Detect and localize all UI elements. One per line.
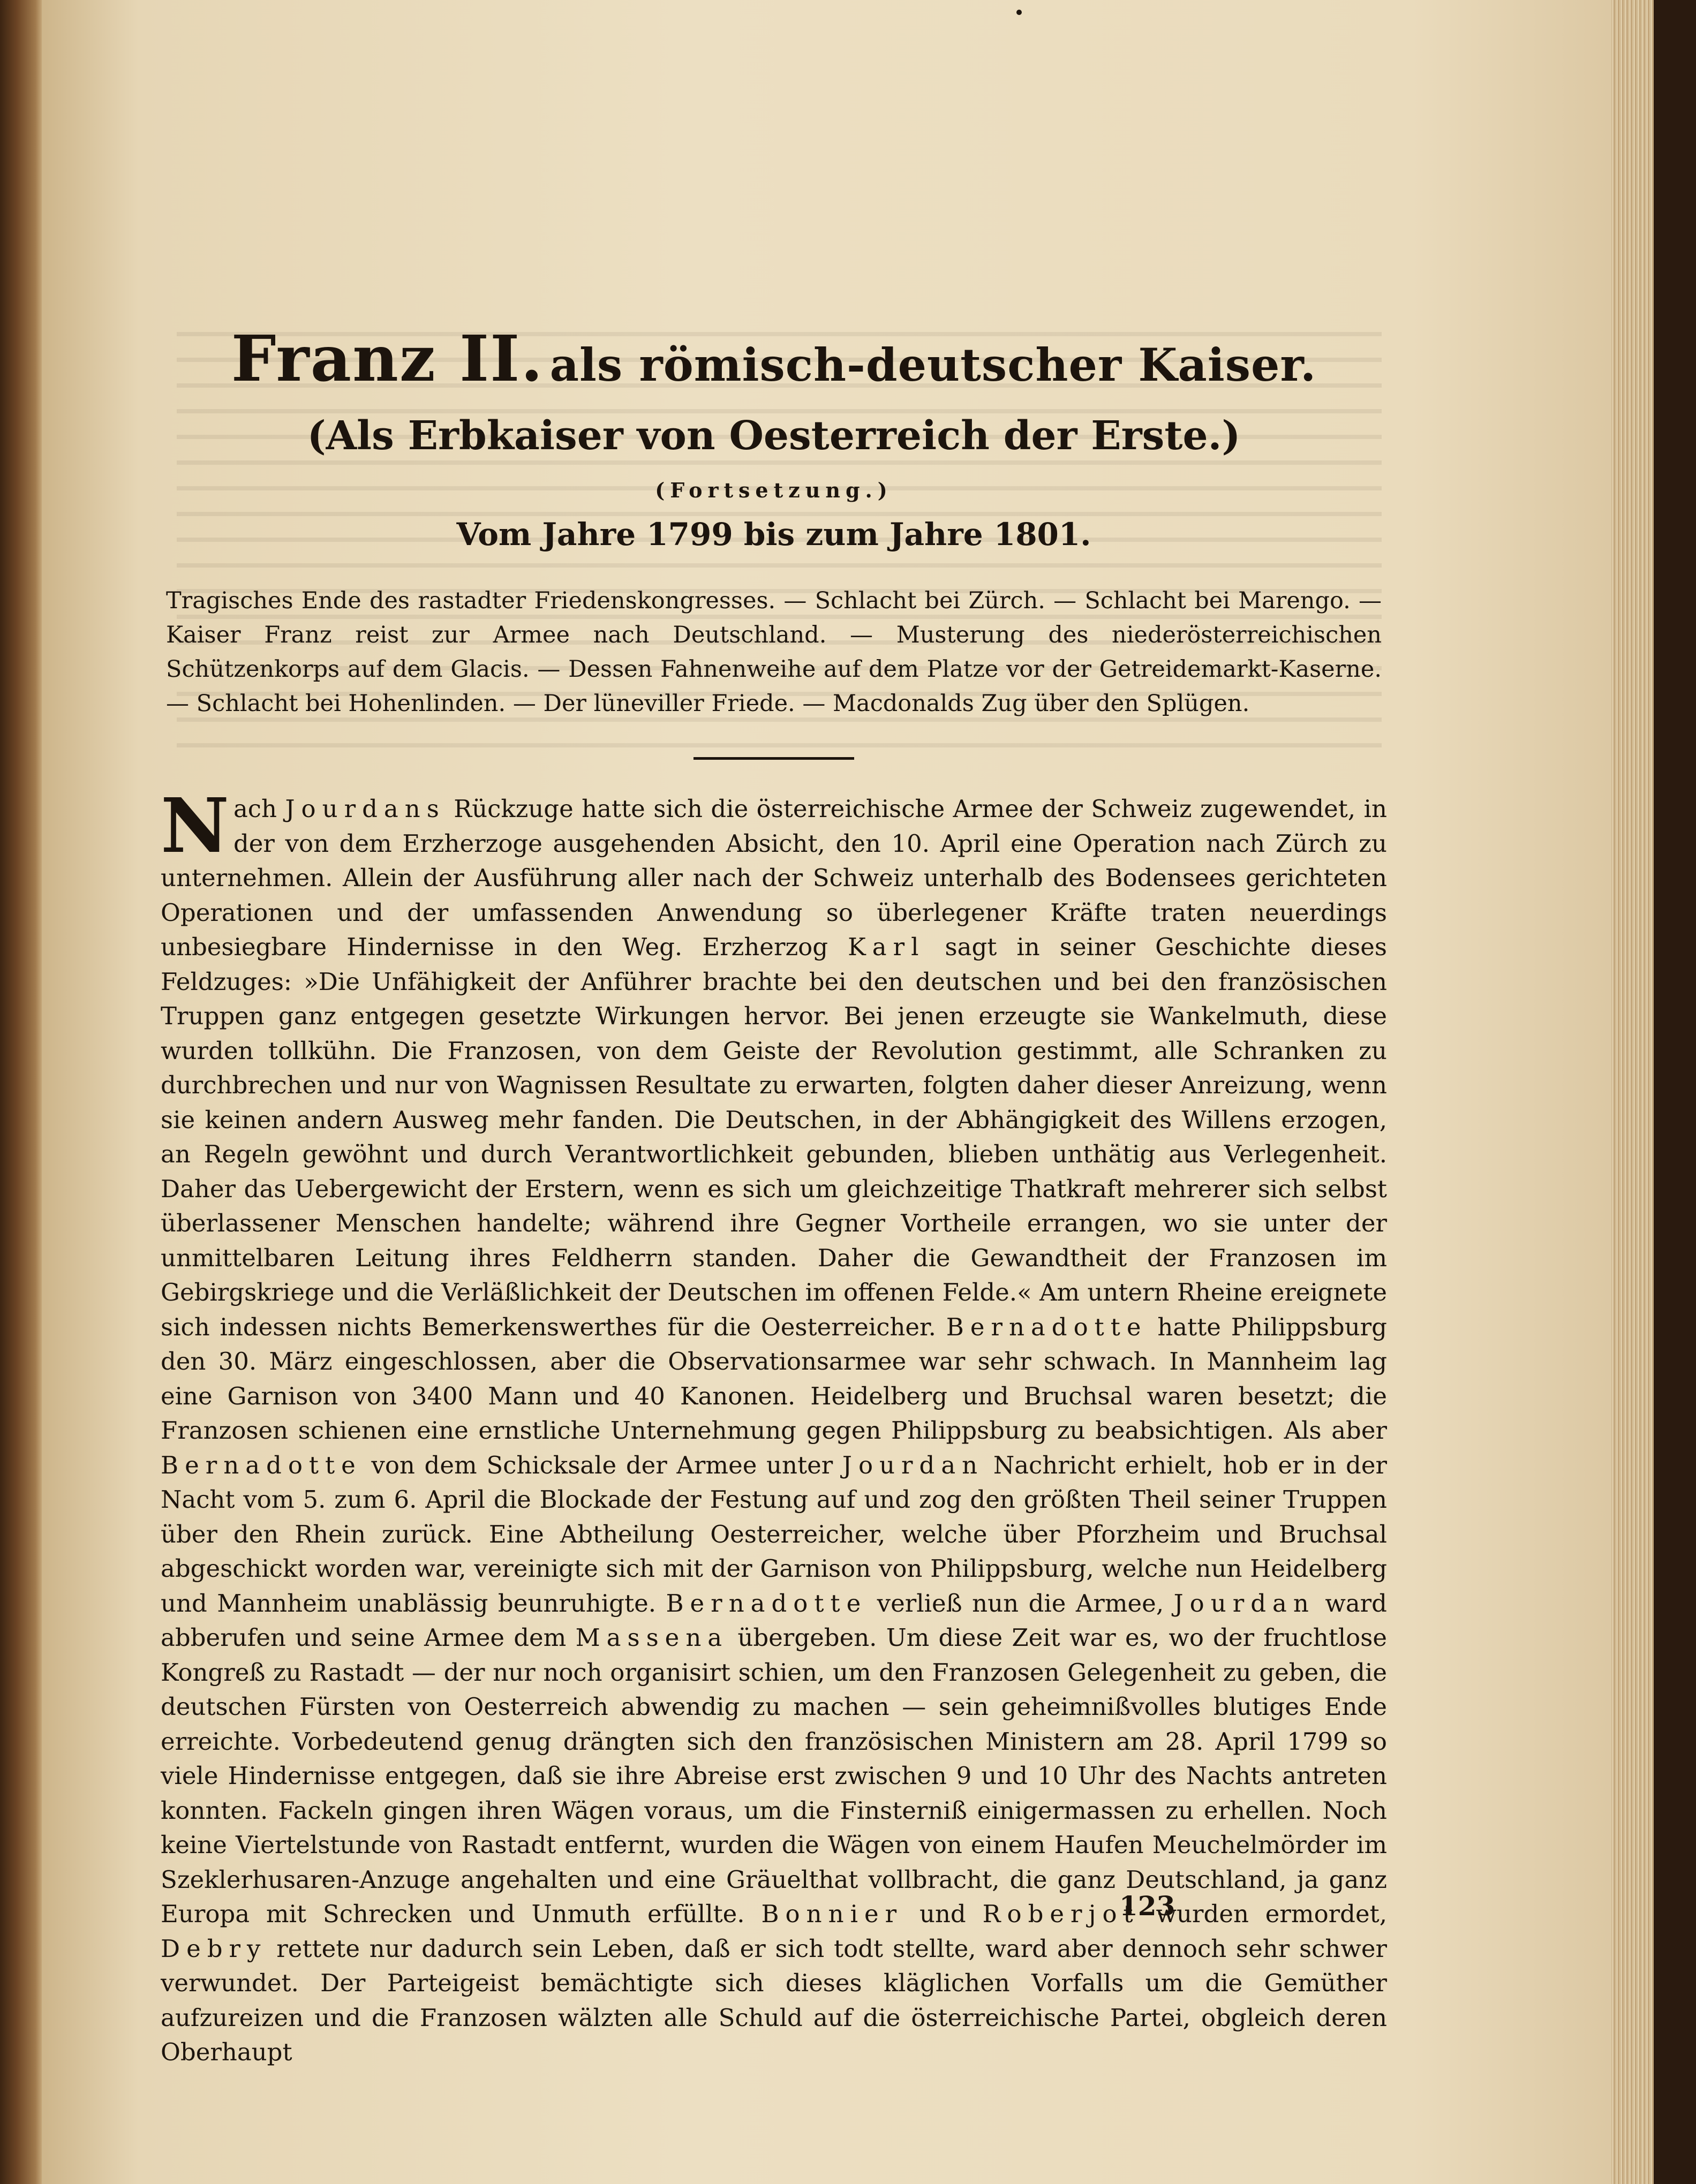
person-name: Debry [161,1934,267,1963]
continued-note: (Fortsetzung.) [655,478,893,502]
book-spine [0,0,42,2184]
body-text-run: ward abberufen und seine Armee dem [161,1589,1387,1652]
person-name: Bonnier [761,1900,903,1928]
person-name: Jourdans [285,795,446,823]
person-name: Jourdan [1173,1589,1315,1618]
title-rest: als römisch-deutscher Kaiser. [549,338,1317,391]
body-text-run: sagt in seiner Geschichte dieses Feldzuges: »Die Unfähigkeit der Anführer brachte bei den deutschen und bei den französischen Truppen ganz entgegen gesetzte Wirkungen hervor. Bei jenen erzeugte sie Wankelmuth, diese wurden tollkühn. Die Franzosen, von dem Geiste der Revolution gestimmt, alle Schranken zu durchbrechen und nur von Wagnissen Resultate zu erwarten, folgten daher dieser Anreizung, wenn sie keinen andern Ausweg mehr fanden. Die Deutschen, in der Abhängigkeit des Willens erzogen, an Regeln gewöhnt und durch Verantwortlichkeit gebunden, blieben unthätig aus Verlegenheit. Daher das Uebergewicht der Erstern, wenn es sich um gleichzeitige Thatkraft mehrerer sich selbst überlassener Menschen handelte; während ihre Gegner Vortheile errangen, wo sie unter der unmittelbaren Leitung ihres Feldherrn standen. Daher die Gewandtheit der Franzosen im Gebirgskriege und die Verläßlichkeit der Deutschen im offenen Felde.« Am untern Rheine ereignete sich indessen nichts Bemerkenswerthes für die Oesterreicher. [161,933,1387,1341]
body-paragraph [161,782,1388,2070]
section-divider [694,757,854,760]
chapter-summary: Tragisches Ende des rastadter Friedenskongresses. — Schlacht bei Zürch. — Schlacht bei Marengo. — Kaiser Franz reist zur Armee nach Deutschland. — Musterung des niederösterreichischen Schützenkorps auf dem Glacis. — Dessen Fahnenweihe auf dem Platze vor der Getreidemarkt-Kaserne. — Schlacht bei Hohenlinden. — Der lüneviller Friede. — Macdonalds Zug über den Splügen. [166,587,1382,717]
person-name: Karl [848,933,925,961]
body-text-run: von dem Schicksale der Armee unter [371,1450,833,1479]
chapter-subtitle: (Als Erbkaiser von Oesterreich der Erste.) [307,413,1241,459]
drop-cap: N [161,782,229,870]
body-text-run: hatte Philippsburg den 30. März eingeschlossen, aber die Observationsarmee war sehr schwach. In Mannheim lag eine Garnison von 3400 Mann und 40 Kanonen. Heidelberg und Bruchsal waren besetzt; die Franzosen schienen eine ernstliche Unternehmung gegen Philippsburg zu beabsichtigen. Als aber [161,1312,1387,1445]
person-name: Bernadotte [161,1450,362,1479]
page-mark [1016,10,1022,15]
body-text-run: und [919,1900,966,1928]
body-text-run: rettete nur dadurch sein Leben, daß er sich todt stellte, ward aber dennoch sehr schwer verwundet. Der Parteigeist bemächtigte sich dieses kläglichen Vorfalls um die Gemüther aufzureizen und die Franzosen wälzten alle Schuld auf die österreichische Partei, obgleich deren Oberhaupt [161,1934,1388,2066]
body-text-run: ach [233,795,277,823]
person-name: Bernadotte [666,1589,868,1618]
page-number: 123 [1119,1890,1175,1922]
body-text-run: verließ nun die Armee, [877,1589,1164,1618]
body-text-run: Rückzuge hatte sich die österreichische Armee der Schweiz zugewendet, in der von dem Erzherzoge ausgehenden Absicht, den 10. April eine Operation nach Zürch zu unternehmen. Allein der Ausführung aller nach der Schweiz unterhalb des Bodensees gerichteten Operationen und der umfassenden Anwendung so überlegener Kräfte traten neuerdings unbesiegbare Hindernisse in den Weg. Erzherzog [161,795,1387,961]
person-name: Bernadotte [946,1312,1148,1341]
page-edges [1611,0,1654,2184]
person-name: Roberjot [982,1900,1140,1928]
title-main: Franz II. [231,321,544,396]
body-text-run: übergeben. Um diese Zeit war es, wo der fruchtlose Kongreß zu Rastadt — der nur noch organisirt schien, um den Franzosen Gelegenheit zu geben, die deutschen Fürsten von Oesterreich abwendig zu machen — sein geheimnißvolles blutiges Ende erreichte. Vorbedeutend genug drängten sich den französischen Ministern am 28. April 1799 so viele Hindernisse entgegen, daß sie ihre Abreise erst zwischen 9 und 10 Uhr des Nachts antreten konnten. Fackeln gingen ihren Wägen voraus, um die Finsterniß einigermassen zu erhellen. Noch keine Viertelstunde von Rastadt entfernt, wurden die Wägen von einem Haufen Meuchelmörder im Szeklerhusaren-Anzuge angehalten und eine Gräuelthat vollbracht, die ganz Deutschland, ja ganz Europa mit Schrecken und Unmuth erfüllte. [161,1623,1387,1928]
person-name: Jourdan [842,1450,984,1479]
person-name: Massena [575,1623,729,1652]
body-text-run: wurden ermordet, [1156,1900,1388,1928]
period-heading: Vom Jahre 1799 bis zum Jahre 1801. [456,516,1091,553]
body-text-run: Nachricht erhielt, hob er in der Nacht vom 5. zum 6. April die Blockade der Festung auf und zog den größten Theil seiner Truppen über den Rhein zurück. Eine Abtheilung Oesterreicher, welche über Pforzheim und Bruchsal abgeschickt worden war, vereinigte sich mit der Garnison von Philippsburg, welche nun Heidelberg und Mannheim unablässig beunruhigte. [161,1450,1387,1618]
chapter-title [161,321,1387,396]
page-content [161,321,1387,2070]
